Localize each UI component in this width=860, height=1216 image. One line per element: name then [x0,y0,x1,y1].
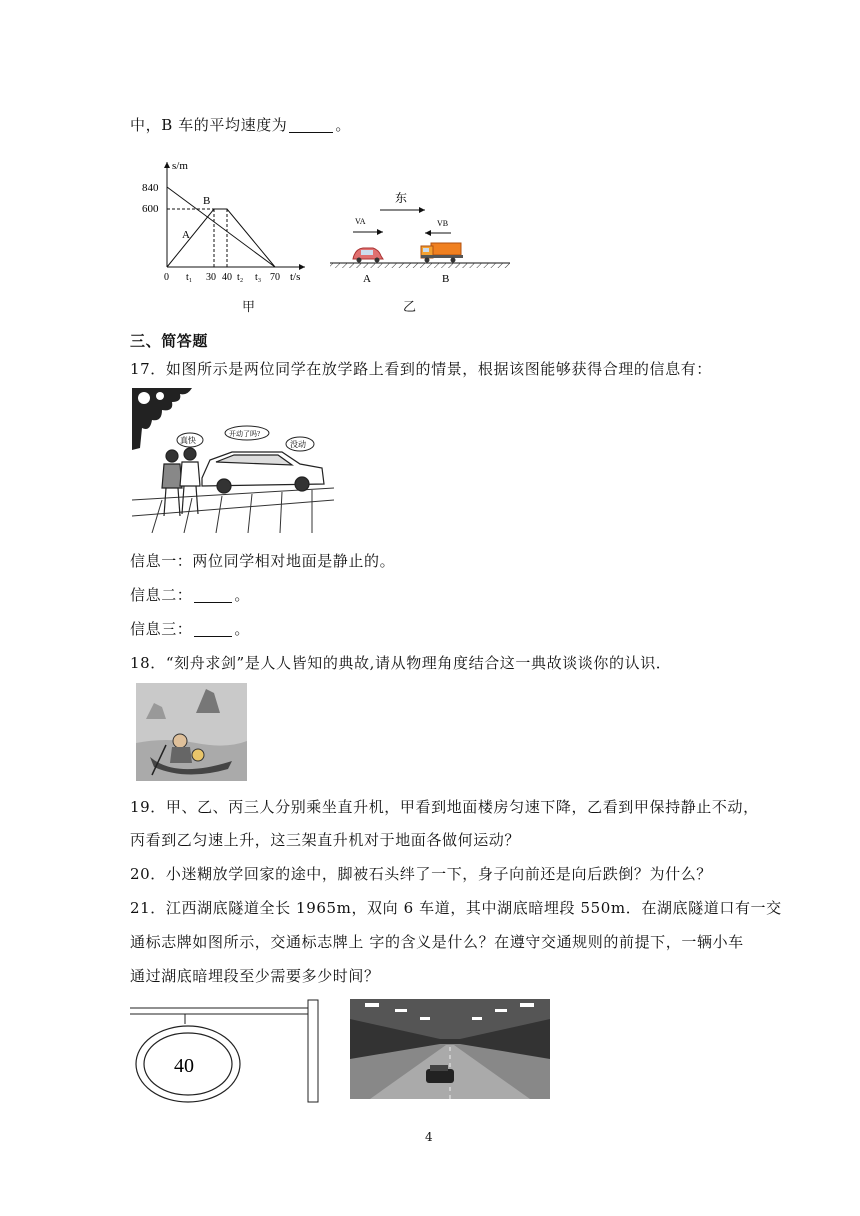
x-tick-label: 70 [270,272,280,283]
q19-line2: 丙看到乙匀速上升，这三架直升机对于地面各做何运动？ [130,831,521,849]
q21-line2: 通标志牌如图所示，交通标志牌上 字的含义是什么？在遵守交通规则的前提下，一辆小车 [130,933,744,951]
q17-info3: 信息三： 。 [130,620,251,638]
east-label: 东 [395,191,408,205]
x-tick-label: 40 [222,272,232,283]
vb-label: VB [437,219,449,228]
q17-info2: 信息二： 。 [130,586,251,604]
x-tick-label: t₂ [237,272,244,283]
line-a [167,187,275,267]
caption-jia: 甲 [242,300,256,315]
label-a: A [182,229,190,241]
x-tick-label: t₃ [255,272,262,283]
x-tick-label: 0 [164,272,169,283]
bubble-text: 开动了吗? [229,430,261,438]
answer-blank[interactable] [194,587,232,603]
bubble-text: 没动 [290,440,306,449]
q21-line3: 通过湖底暗埋段至少需要多少时间？ [130,967,380,985]
page-number: 4 [425,1130,434,1144]
answer-blank[interactable] [194,621,232,637]
label-b: B [442,273,450,285]
q18-picture [136,683,247,781]
y-tick-label: 840 [142,182,159,194]
tunnel-photo [350,999,550,1099]
section-title: 三、简答题 [130,332,209,350]
x-tick-label: 30 [206,272,216,283]
figure-yi [325,186,515,286]
q21-line1: 21．江西湖底隧道全长 1965m，双向 6 车道，其中湖底暗埋段 550m．在湖底隧道口有一交 [130,899,782,917]
q20-text: 20．小迷糊放学回家的途中，脚被石头绊了一下，身子向前还是向后跌倒？为什么？ [130,865,712,883]
graph-jia [140,152,310,292]
q17-info1: 信息一：两位同学相对地面是静止的。 [130,552,396,570]
label-a: A [363,273,371,285]
x-axis-label: t/s [290,271,301,283]
q17-picture [132,388,334,533]
caption-yi: 乙 [403,300,417,315]
q19-line1: 19．甲、乙、丙三人分别乘坐直升机，甲看到地面楼房匀速下降，乙看到甲保持静止不动， [130,798,759,816]
q16-tail-text: 中，B 车的平均速度为 [130,116,288,134]
sign-value: 40 [174,1055,194,1077]
car-a-icon [353,248,383,263]
truck-b-icon [421,243,463,263]
va-label: VA [355,217,366,226]
speed-limit-sign [130,998,326,1104]
x-tick-label: t₁ [186,272,193,283]
y-axis-label: s/m [172,160,188,172]
q17-text: 17．如图所示是两位同学在放学路上看到的情景，根据该图能够获得合理的信息有： [130,360,712,378]
bubble-text: 真快 [180,436,196,445]
label-b: B [203,195,211,207]
q18-text: 18．“刻舟求剑”是人人皆知的典故,请从物理角度结合这一典故谈谈你的认识． [130,654,672,672]
y-tick-label: 600 [142,203,159,215]
answer-blank[interactable] [289,117,333,133]
q16-tail: 中，B 车的平均速度为 。 [130,116,352,134]
